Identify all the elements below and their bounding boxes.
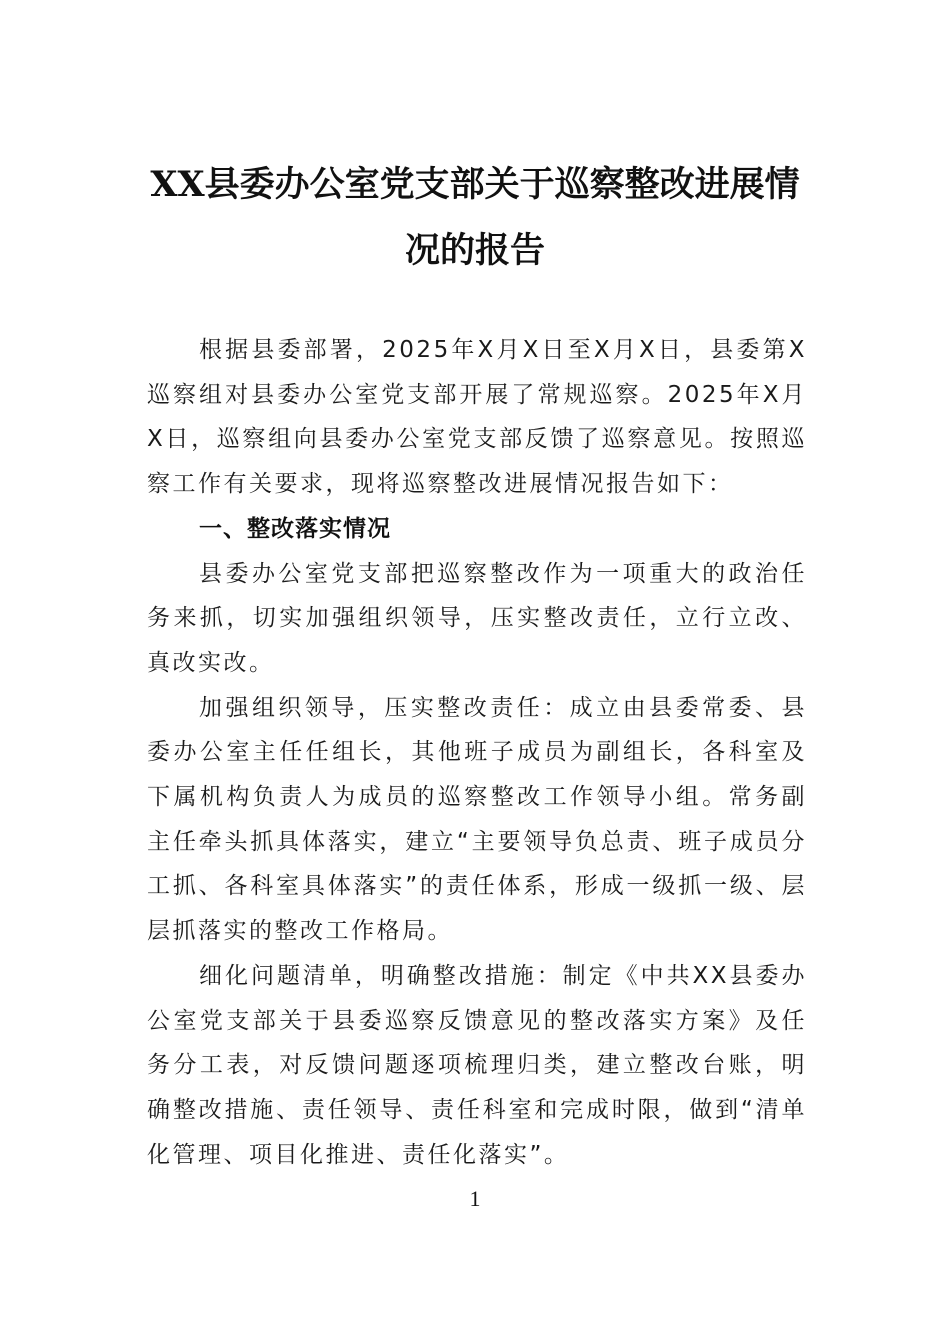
section-heading: 一、整改落实情况 — [199, 515, 391, 542]
title-line-1: XX县委办公室党支部关于巡察整改进展情 — [150, 164, 800, 205]
document-title — [140, 152, 810, 284]
section-paragraph: 加强组织领导，压实整改责任：成立由县委常委、县委办公室主任任组长，其他班子成员为副组长，各科室及下属机构负责人为成员的巡察整改工作领导小组。常务副主任牵头抓具体落实，建立“主要领导负总责、班子成员分工抓、各科室具体落实”的责任体系，形成一级抓一级、层层抓落实的整改工作格局。 — [147, 694, 807, 945]
document-body — [147, 328, 807, 1177]
page-number: 1 — [469, 1186, 481, 1211]
section-paragraph: 县委办公室党支部把巡察整改作为一项重大的政治任务来抓，切实加强组织领导，压实整改责任，立行立改、真改实改。 — [147, 560, 807, 676]
title-line-2: 况的报告 — [404, 230, 545, 271]
section-paragraph: 细化问题清单，明确整改措施：制定《中共XX县委办公室党支部关于县委巡察反馈意见的整改落实方案》及任务分工表，对反馈问题逐项梳理归类，建立整改台账，明确整改措施、责任领导、责任科室和完成时限，做到“清单化管理、项目化推进、责任化落实”。 — [147, 962, 807, 1168]
intro-paragraph: 根据县委部署，2025年X月X日至X月X日，县委第X巡察组对县委办公室党支部开展了常规巡察。2025年X月X日，巡察组向县委办公室党支部反馈了巡察意见。按照巡察工作有关要求，现将巡察整改进展情况报告如下： — [147, 337, 807, 498]
